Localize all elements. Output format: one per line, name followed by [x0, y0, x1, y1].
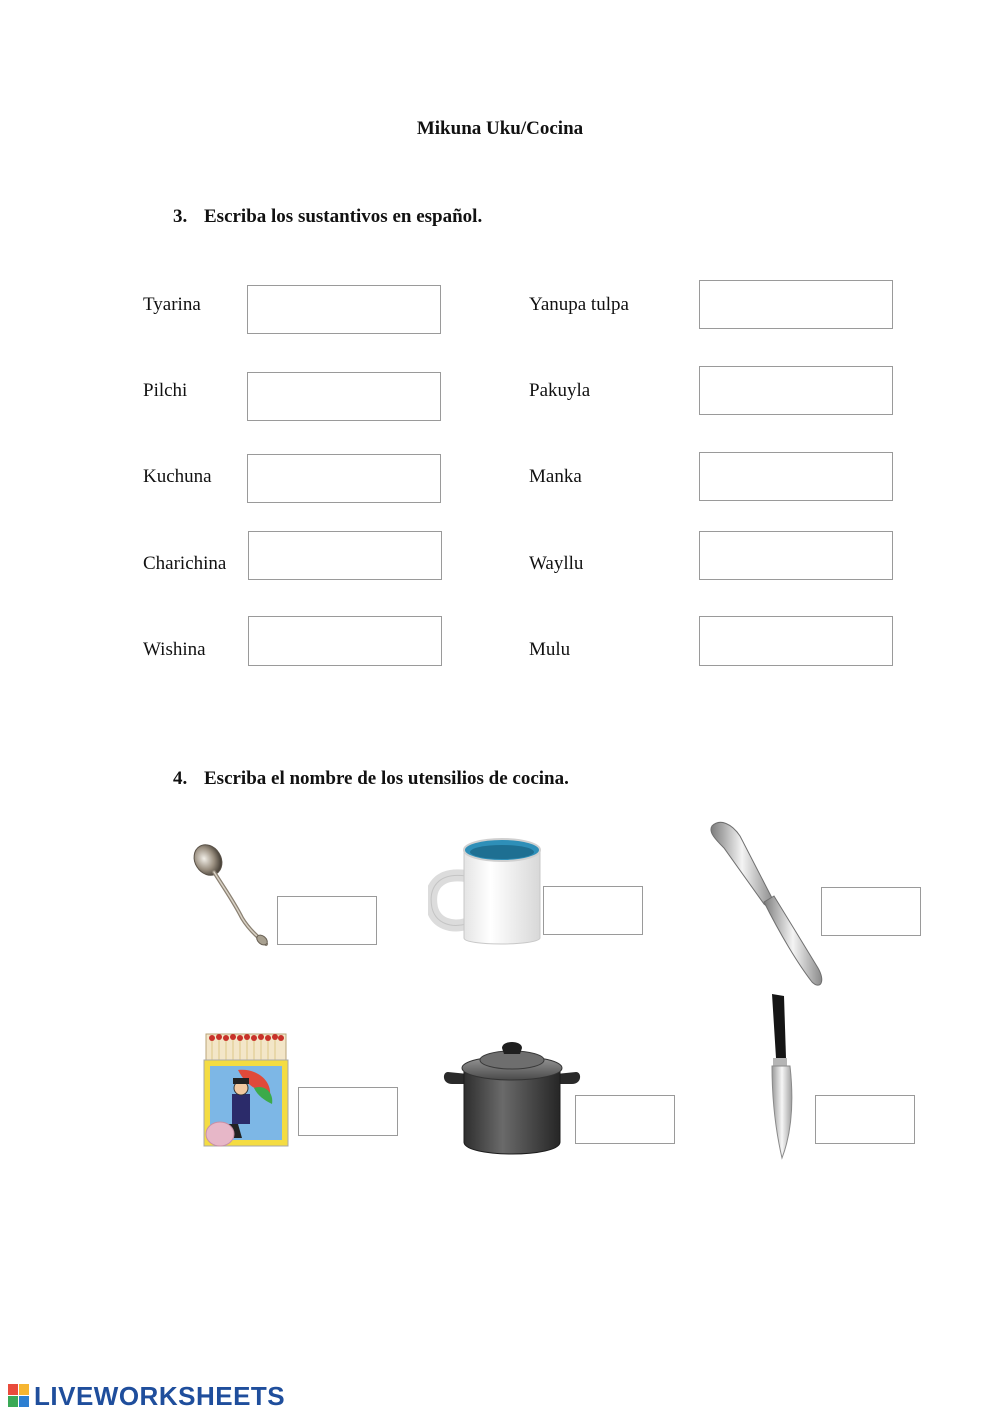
answer-box[interactable]: [699, 366, 893, 415]
word-label: Mulu: [529, 639, 571, 660]
word-label: Tyarina: [143, 294, 201, 315]
word-label: Yanupa tulpa: [529, 294, 629, 315]
answer-box[interactable]: [821, 887, 921, 936]
section-4-heading: [173, 768, 569, 790]
spoon-icon: [190, 840, 274, 950]
cooking-pot-icon: [442, 1038, 582, 1160]
answer-box[interactable]: [699, 452, 893, 501]
answer-box[interactable]: [815, 1095, 915, 1144]
answer-box[interactable]: [298, 1087, 398, 1136]
answer-box[interactable]: [248, 616, 442, 666]
answer-box[interactable]: [699, 280, 893, 329]
chef-knife-icon: [764, 992, 804, 1162]
section-3-instruction: Escriba los sustantivos en español.: [204, 206, 483, 227]
word-label: Kuchuna: [143, 466, 212, 487]
section-3-number: 3.: [173, 206, 188, 227]
word-label: Pakuyla: [529, 380, 591, 401]
section-4-instruction: Escriba el nombre de los utensilios de cocina.: [204, 768, 569, 789]
liveworksheets-logo[interactable]: [8, 1380, 285, 1412]
answer-box[interactable]: [247, 285, 441, 334]
answer-box[interactable]: [248, 531, 442, 580]
answer-box[interactable]: [277, 896, 377, 945]
word-label: Wishina: [143, 639, 206, 660]
answer-box[interactable]: [699, 616, 893, 666]
worksheet-title: Mikuna Uku/Cocina: [416, 118, 584, 139]
liveworksheets-emblem-icon: [8, 1384, 30, 1408]
word-label: Pilchi: [143, 380, 188, 401]
answer-box[interactable]: [575, 1095, 675, 1144]
word-label: Wayllu: [529, 553, 584, 574]
section-3-heading: [173, 206, 482, 228]
word-label: Manka: [529, 466, 582, 487]
answer-box[interactable]: [543, 886, 643, 935]
mug-icon: [428, 836, 548, 951]
word-label: Charichina: [143, 553, 227, 574]
answer-box[interactable]: [247, 372, 441, 421]
liveworksheets-wordmark: LIVEWORKSHEETS: [34, 1380, 286, 1411]
section-4-number: 4.: [173, 768, 188, 789]
answer-box[interactable]: [699, 531, 893, 580]
butter-knife-icon: [706, 818, 830, 990]
matchbox-icon: [198, 1030, 290, 1150]
answer-box[interactable]: [247, 454, 441, 503]
